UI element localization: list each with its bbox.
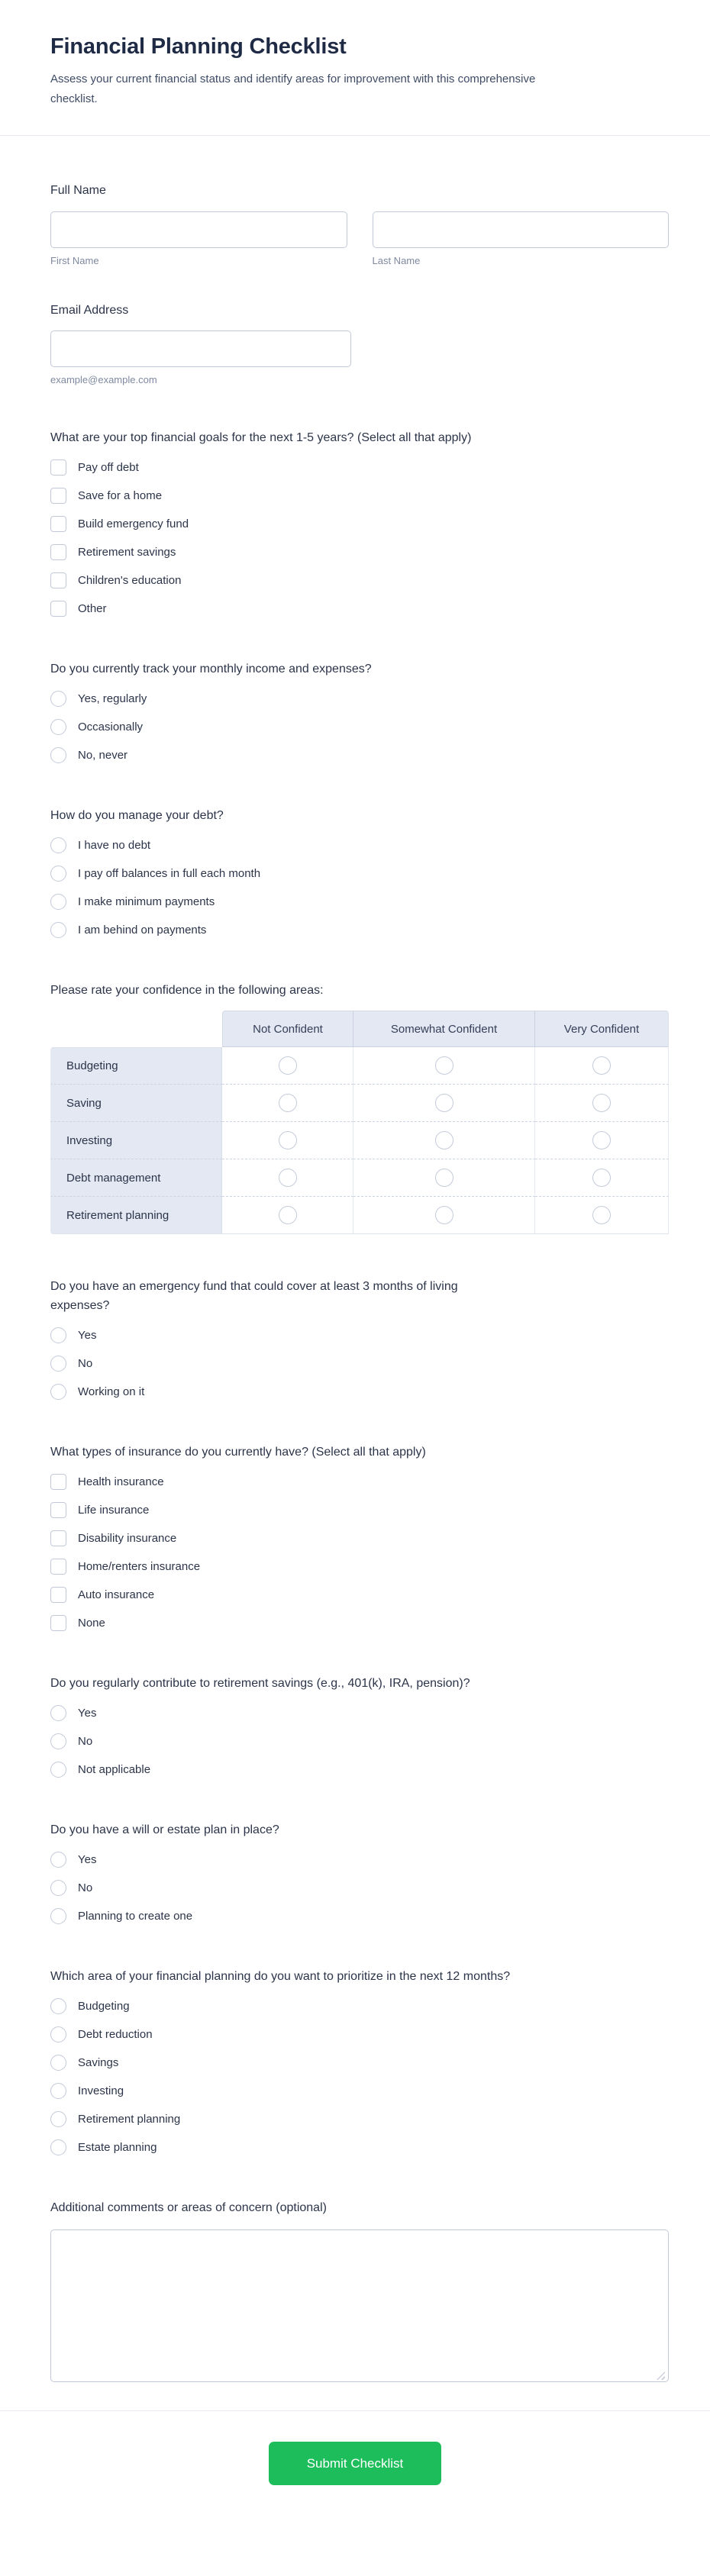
matrix-row — [50, 1197, 669, 1234]
option-label: No — [78, 1357, 93, 1370]
email-sublabel: example@example.com — [50, 374, 157, 385]
question-label: Please rate your confidence in the following areas: — [50, 984, 324, 997]
radio-option[interactable] — [50, 1762, 669, 1778]
option-label: I have no debt — [78, 839, 151, 852]
option-label: Save for a home — [78, 489, 163, 502]
matrix-row-label: Investing — [50, 1122, 222, 1159]
question-label: Do you currently track your monthly income and expenses? — [50, 663, 372, 675]
matrix-radio[interactable] — [592, 1094, 611, 1112]
question-insurance — [50, 1443, 669, 1631]
option-label: I pay off balances in full each month — [78, 867, 261, 880]
option-label: Occasionally — [78, 721, 144, 733]
option-label: No, never — [78, 749, 128, 762]
radio-option[interactable] — [50, 1384, 669, 1400]
matrix-cell[interactable] — [353, 1197, 535, 1234]
form-body — [50, 182, 669, 2386]
question-priority — [50, 1967, 669, 2155]
checkbox[interactable] — [50, 544, 66, 560]
radio[interactable] — [50, 1733, 66, 1749]
option-label: None — [78, 1617, 105, 1630]
header-divider — [0, 135, 710, 136]
radio[interactable] — [50, 2055, 66, 2071]
option-label: Pay off debt — [78, 461, 139, 474]
option-label: Working on it — [78, 1385, 145, 1398]
radio[interactable] — [50, 866, 66, 882]
question-emergency-fund — [50, 1277, 669, 1400]
option-label: I make minimum payments — [78, 895, 215, 908]
last-name-input[interactable] — [373, 211, 670, 248]
email-input[interactable] — [50, 330, 351, 367]
option-label: Yes — [78, 1853, 97, 1866]
matrix-radio[interactable] — [435, 1094, 453, 1112]
matrix-cell[interactable] — [535, 1122, 669, 1159]
radio[interactable] — [50, 747, 66, 763]
checkbox-option[interactable] — [50, 1502, 669, 1518]
checkbox[interactable] — [50, 1587, 66, 1603]
radio-option[interactable] — [50, 894, 669, 910]
comments-textarea[interactable] — [50, 2229, 669, 2382]
matrix-row — [50, 1047, 669, 1085]
option-label: Health insurance — [78, 1475, 164, 1488]
radio-option[interactable] — [50, 2055, 669, 2071]
matrix-radio[interactable] — [279, 1131, 297, 1149]
radio[interactable] — [50, 1908, 66, 1924]
question-goals — [50, 428, 669, 617]
matrix-column-header: Somewhat Confident — [353, 1011, 535, 1047]
question-confidence-matrix — [50, 981, 669, 1234]
matrix-cell[interactable] — [353, 1047, 535, 1085]
option-label: Planning to create one — [78, 1910, 193, 1923]
matrix-cell[interactable] — [353, 1085, 535, 1122]
matrix-cell[interactable] — [535, 1085, 669, 1122]
checkbox-option[interactable] — [50, 572, 669, 588]
checkbox[interactable] — [50, 1502, 66, 1518]
checkbox[interactable] — [50, 1559, 66, 1575]
matrix-cell[interactable] — [353, 1159, 535, 1197]
matrix-cell[interactable] — [222, 1159, 353, 1197]
matrix-row — [50, 1122, 669, 1159]
option-label: Debt reduction — [78, 2028, 153, 2041]
last-name-sublabel: Last Name — [372, 255, 421, 266]
radio[interactable] — [50, 719, 66, 735]
option-label: I am behind on payments — [78, 924, 207, 937]
radio-option[interactable] — [50, 747, 669, 763]
question-will-estate — [50, 1820, 669, 1924]
checkbox[interactable] — [50, 1615, 66, 1631]
matrix-cell[interactable] — [222, 1122, 353, 1159]
option-label: Retirement savings — [78, 546, 176, 559]
checkbox[interactable] — [50, 1474, 66, 1490]
question-label: Do you regularly contribute to retirement savings (e.g., 401(k), IRA, pension)? — [50, 1677, 470, 1690]
submit-button[interactable]: Submit Checklist — [269, 2442, 441, 2485]
matrix-radio[interactable] — [435, 1131, 453, 1149]
checkbox-option[interactable] — [50, 1615, 669, 1631]
radio-option[interactable] — [50, 2083, 669, 2099]
option-label: Disability insurance — [78, 1532, 177, 1545]
option-label: Savings — [78, 2056, 119, 2069]
question-label: What are your top financial goals for the next 1-5 years? (Select all that apply) — [50, 431, 472, 444]
checkbox[interactable] — [50, 601, 66, 617]
radio[interactable] — [50, 894, 66, 910]
matrix-cell[interactable] — [535, 1197, 669, 1234]
radio-option[interactable] — [50, 2026, 669, 2042]
matrix-radio[interactable] — [592, 1206, 611, 1224]
question-track-expenses — [50, 659, 669, 763]
question-retirement-savings — [50, 1674, 669, 1778]
option-label: Investing — [78, 2084, 124, 2097]
option-label: Estate planning — [78, 2141, 157, 2154]
first-name-sublabel: First Name — [50, 255, 99, 266]
option-label: Children's education — [78, 574, 182, 587]
matrix-corner-cell — [50, 1011, 222, 1047]
radio[interactable] — [50, 922, 66, 938]
matrix-cell[interactable] — [535, 1159, 669, 1197]
matrix-radio[interactable] — [279, 1094, 297, 1112]
option-label: Auto insurance — [78, 1588, 155, 1601]
checkbox[interactable] — [50, 1530, 66, 1546]
option-label: Not applicable — [78, 1763, 151, 1776]
radio[interactable] — [50, 2111, 66, 2127]
matrix-cell[interactable] — [535, 1047, 669, 1085]
radio-option[interactable] — [50, 1998, 669, 2014]
radio-option[interactable] — [50, 1705, 669, 1721]
matrix-radio[interactable] — [279, 1206, 297, 1224]
email-field — [50, 301, 669, 385]
radio[interactable] — [50, 837, 66, 853]
checkbox[interactable] — [50, 459, 66, 476]
radio[interactable] — [50, 2026, 66, 2042]
checkbox[interactable] — [50, 572, 66, 588]
question-label: Which area of your financial planning do you want to prioritize in the next 12 months? — [50, 1970, 511, 1983]
option-label: Yes — [78, 1707, 97, 1720]
matrix-row-label: Retirement planning — [50, 1197, 222, 1234]
checkbox-option[interactable] — [50, 459, 669, 476]
radio-option[interactable] — [50, 866, 669, 882]
question-label: Additional comments or areas of concern (optional) — [50, 2201, 327, 2214]
question-label: Do you have an emergency fund that could cover at least 3 months of living expenses? — [50, 1280, 458, 1312]
matrix-row — [50, 1159, 669, 1197]
matrix-radio[interactable] — [592, 1131, 611, 1149]
matrix-cell[interactable] — [222, 1197, 353, 1234]
radio[interactable] — [50, 1852, 66, 1868]
radio[interactable] — [50, 1356, 66, 1372]
submit-area — [0, 2442, 710, 2523]
radio-option[interactable] — [50, 922, 669, 938]
radio[interactable] — [50, 1384, 66, 1400]
matrix-column-header: Not Confident — [222, 1011, 353, 1047]
option-label: Yes — [78, 1329, 97, 1342]
radio-option[interactable] — [50, 1733, 669, 1749]
radio[interactable] — [50, 1327, 66, 1343]
footer-divider — [0, 2410, 710, 2411]
matrix-radio[interactable] — [435, 1056, 453, 1075]
checkbox-option[interactable] — [50, 544, 669, 560]
radio[interactable] — [50, 2083, 66, 2099]
matrix-row-label: Budgeting — [50, 1047, 222, 1085]
first-name-input[interactable] — [50, 211, 347, 248]
matrix-radio[interactable] — [279, 1169, 297, 1187]
option-label: Home/renters insurance — [78, 1560, 201, 1573]
option-label: Retirement planning — [78, 2113, 181, 2126]
matrix-radio[interactable] — [435, 1206, 453, 1224]
checkbox-option[interactable] — [50, 1530, 669, 1546]
matrix-cell[interactable] — [353, 1122, 535, 1159]
checkbox-option[interactable] — [50, 601, 669, 617]
option-label: Life insurance — [78, 1504, 150, 1517]
radio-option[interactable] — [50, 691, 669, 707]
radio[interactable] — [50, 691, 66, 707]
matrix-row-label: Saving — [50, 1085, 222, 1122]
matrix-column-header: Very Confident — [535, 1011, 669, 1047]
form-header — [50, 0, 669, 109]
question-comments — [50, 2198, 669, 2386]
email-label: Email Address — [50, 304, 129, 317]
question-debt-management — [50, 806, 669, 938]
matrix-radio[interactable] — [435, 1169, 453, 1187]
question-label: Do you have a will or estate plan in place? — [50, 1823, 279, 1836]
full-name-label: Full Name — [50, 184, 106, 197]
full-name-field — [50, 182, 669, 266]
checkbox[interactable] — [50, 516, 66, 532]
radio-option[interactable] — [50, 2139, 669, 2155]
matrix-cell[interactable] — [222, 1085, 353, 1122]
checkbox-option[interactable] — [50, 1559, 669, 1575]
checkbox[interactable] — [50, 488, 66, 504]
confidence-matrix-table — [50, 1011, 669, 1234]
radio-option[interactable] — [50, 1327, 669, 1343]
form-subtitle: Assess your current financial status and identify areas for improvement with this comprehensive checklist. — [50, 73, 536, 105]
radio[interactable] — [50, 1880, 66, 1896]
radio-option[interactable] — [50, 837, 669, 853]
checkbox-option[interactable] — [50, 1474, 669, 1490]
radio-option[interactable] — [50, 1908, 669, 1924]
option-label: Yes, regularly — [78, 692, 147, 705]
radio-option[interactable] — [50, 2111, 669, 2127]
matrix-row-label: Debt management — [50, 1159, 222, 1197]
checkbox-option[interactable] — [50, 516, 669, 532]
radio-option[interactable] — [50, 1880, 669, 1896]
question-label: How do you manage your debt? — [50, 809, 224, 822]
radio[interactable] — [50, 2139, 66, 2155]
radio-option[interactable] — [50, 1356, 669, 1372]
radio-option[interactable] — [50, 1852, 669, 1868]
option-label: No — [78, 1735, 93, 1748]
matrix-radio[interactable] — [592, 1169, 611, 1187]
matrix-radio[interactable] — [279, 1056, 297, 1075]
radio[interactable] — [50, 1762, 66, 1778]
radio[interactable] — [50, 1998, 66, 2014]
question-label: What types of insurance do you currently have? (Select all that apply) — [50, 1446, 426, 1459]
page-title: Financial Planning Checklist — [50, 34, 347, 59]
matrix-cell[interactable] — [222, 1047, 353, 1085]
option-label: Budgeting — [78, 2000, 130, 2013]
matrix-row — [50, 1085, 669, 1122]
matrix-radio[interactable] — [592, 1056, 611, 1075]
checkbox-option[interactable] — [50, 1587, 669, 1603]
option-label: Other — [78, 602, 107, 615]
option-label: Build emergency fund — [78, 517, 189, 530]
checkbox-option[interactable] — [50, 488, 669, 504]
radio-option[interactable] — [50, 719, 669, 735]
option-label: No — [78, 1881, 93, 1894]
radio[interactable] — [50, 1705, 66, 1721]
